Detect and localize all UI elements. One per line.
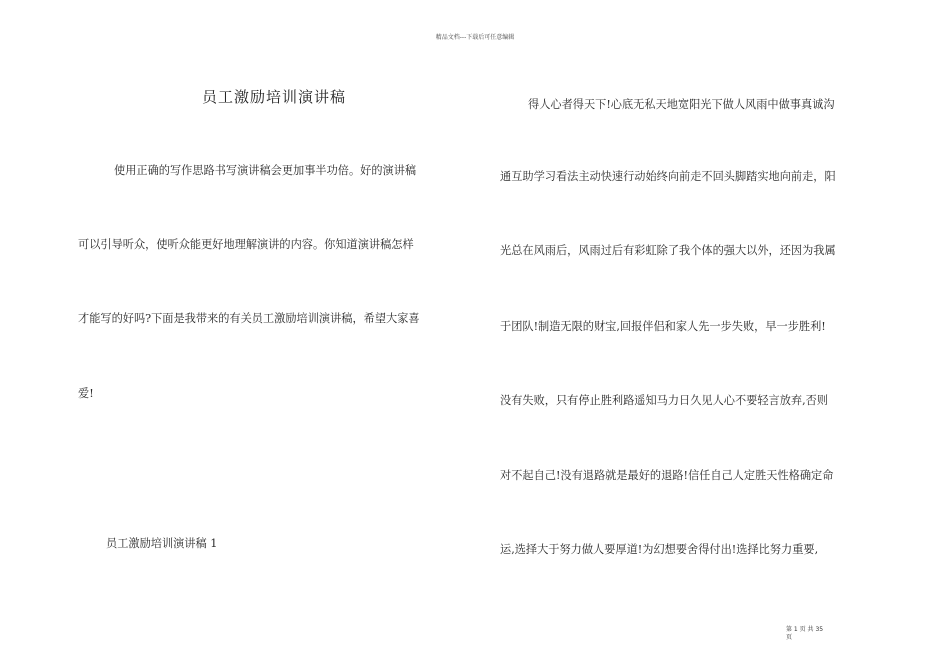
- paragraph-line: 通互助学习看法主动快速行动始终向前走不回头脚踏实地向前走，阳: [500, 170, 836, 183]
- document-header: 精品文档---下载后可任意编辑: [435, 34, 515, 41]
- page-number-line: 页: [786, 634, 793, 641]
- paragraph-line: 得人心者得天下!心底无私天地宽阳光下做人风雨中做事真诚沟: [528, 98, 835, 111]
- paragraph-line: 可以引导听众，使听众能更好地理解演讲的内容。你知道演讲稿怎样: [78, 238, 414, 251]
- paragraph-line: 爱!: [78, 387, 94, 400]
- document-title: 员工激励培训演讲稿: [201, 88, 346, 106]
- paragraph-line: 光总在风雨后，风雨过后有彩虹除了我个体的强大以外，还因为我属: [500, 244, 836, 257]
- paragraph-line: 没有失败，只有停止胜利路遥知马力日久见人心不要轻言放弃,否则: [500, 394, 828, 407]
- section-subheading: 员工激励培训演讲稿 1: [106, 537, 218, 550]
- paragraph-line: 对不起自己!没有退路就是最好的退路!信任自己人定胜天性格确定命: [500, 469, 834, 482]
- paragraph-line: 运,选择大于努力做人要厚道!为幻想要舍得付出!选择比努力重要,: [500, 543, 819, 556]
- paragraph-line: 于团队!制造无限的财宝,回报伴侣和家人先一步失败，早一步胜利!: [500, 320, 826, 333]
- paragraph-line: 使用正确的写作思路书写演讲稿会更加事半功倍。好的演讲稿: [114, 164, 417, 177]
- page-number: [786, 626, 846, 642]
- paragraph-line: 才能写的好吗?下面是我带来的有关员工激励培训演讲稿，希望大家喜: [78, 312, 420, 325]
- page-number-line: 第 1 页 共 35: [786, 626, 824, 633]
